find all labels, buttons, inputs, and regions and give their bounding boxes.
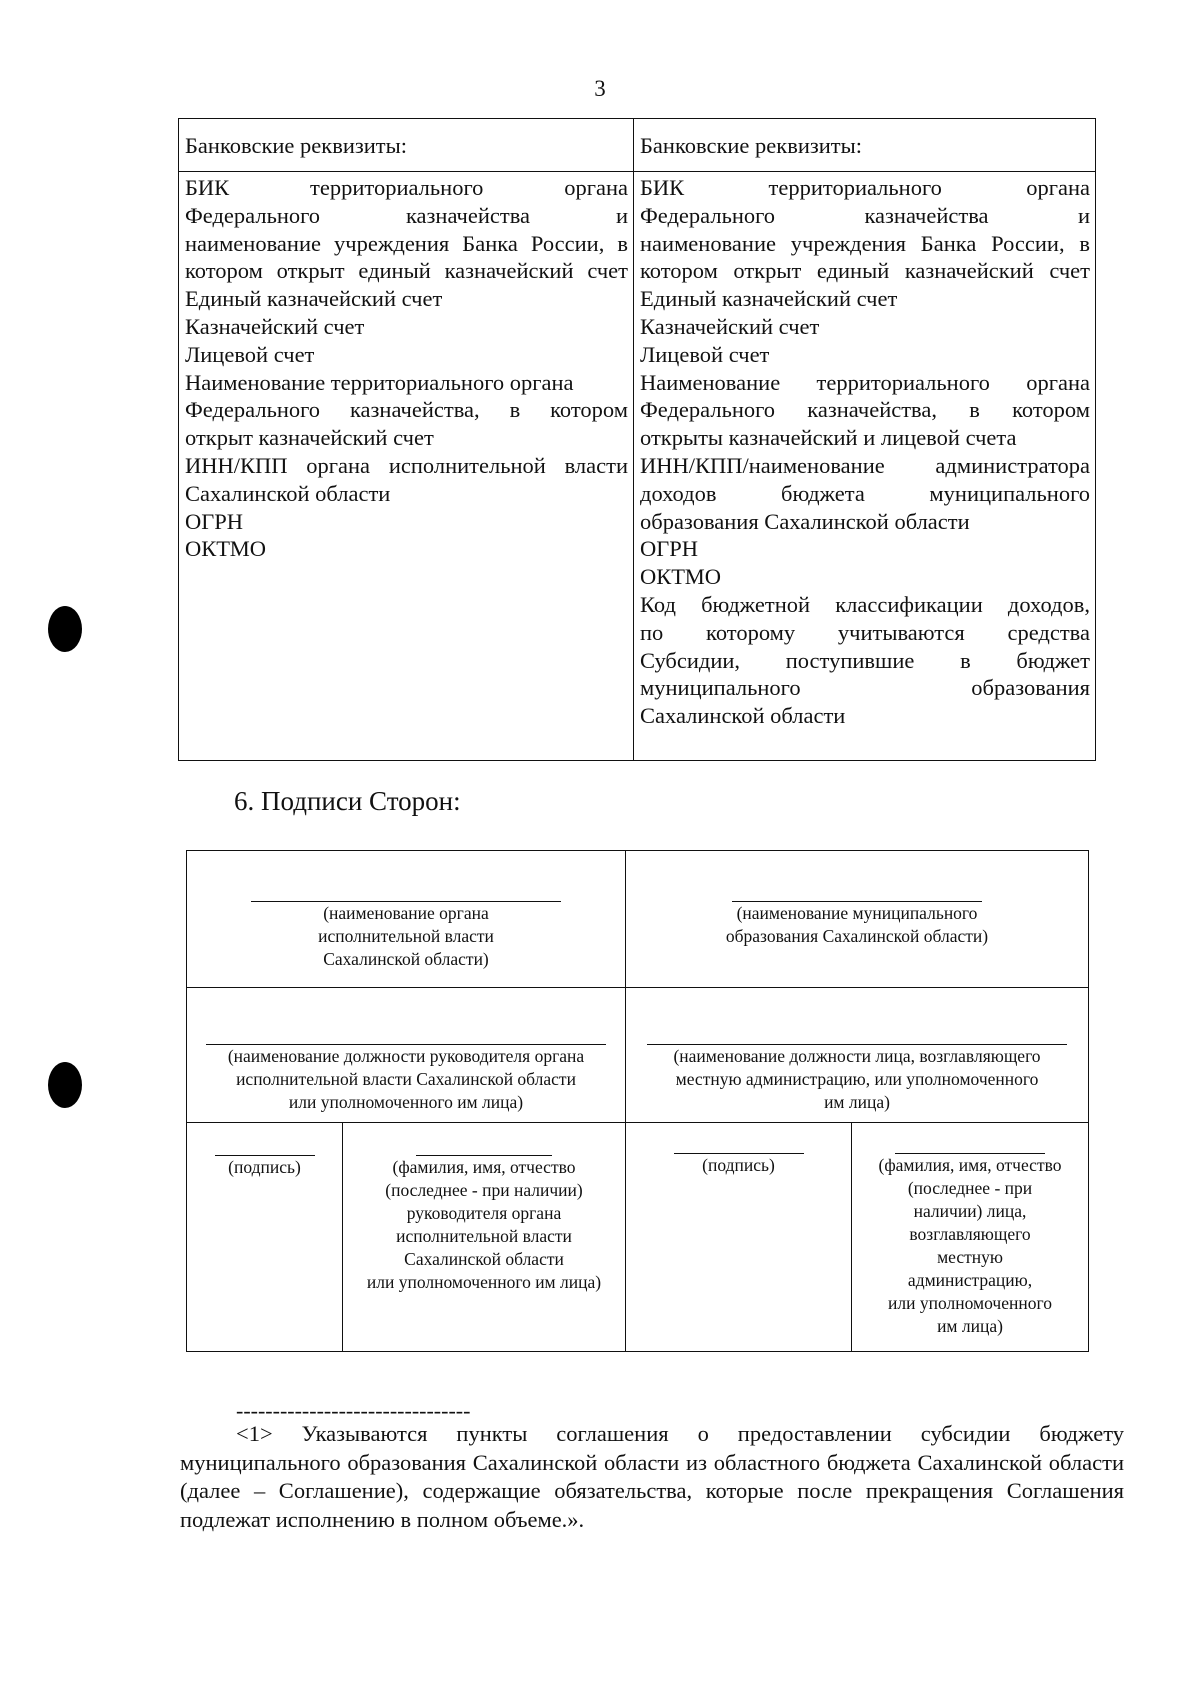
bank-details-table — [178, 118, 1096, 761]
caption-line: (наименование органа — [323, 903, 489, 923]
caption-line: (фамилия, имя, отчество — [878, 1155, 1062, 1175]
caption-line: или уполномоченного — [888, 1293, 1052, 1313]
bank-line: ИНН/КПП/наименование администратора — [640, 452, 1090, 478]
caption-line: им лица) — [937, 1316, 1003, 1336]
caption-line: исполнительной власти Сахалинской области — [236, 1069, 576, 1089]
caption-line: или уполномоченного им лица) — [366, 1272, 602, 1292]
bank-line: Лицевой счет — [640, 341, 770, 367]
punch-hole-mark — [48, 606, 82, 652]
caption-line: возглавляющего — [909, 1224, 1031, 1244]
position-left-cell — [187, 988, 626, 1123]
caption-line: (наименование должности лица, возглавляющего — [673, 1046, 1041, 1066]
bank-line: Федерального казначейства, в котором — [185, 397, 628, 423]
bank-details-left — [179, 172, 634, 761]
bank-line: Федерального казначейства и — [640, 202, 1090, 228]
caption-line: им лица) — [824, 1092, 890, 1112]
caption-line: администрацию, — [907, 1270, 1033, 1290]
footnote-text: <1> Указываются пункты соглашения о предоставлении субсидии бюджету муниципального образования Сахалинской области из областного бюджета Сахалинской области (далее – Соглашение), содержащие обязательства, которые после прекращения Соглашения подлежат исполнению в полном объеме.». — [180, 1421, 1124, 1532]
section-title: 6. Подписи Сторон: — [234, 786, 461, 816]
bank-line: муниципального образования — [640, 675, 1090, 701]
bank-line: Наименование территориального органа — [640, 369, 1090, 395]
bank-line: БИК территориального органа — [640, 175, 1090, 200]
caption-line: руководителя органа — [406, 1203, 562, 1223]
bank-line: Код бюджетной классификации доходов, — [640, 591, 1090, 617]
bank-line: Федерального казначейства и — [185, 202, 628, 228]
bank-line: Казначейский счет — [185, 313, 365, 339]
punch-hole-mark — [48, 1062, 82, 1108]
bank-header-right: Банковские реквизиты: — [634, 119, 1096, 172]
bank-line: Единый казначейский счет — [185, 286, 443, 312]
bank-line: открыт казначейский счет — [185, 425, 434, 451]
caption-line: Сахалинской области — [404, 1249, 564, 1269]
bank-line: Сахалинской области — [185, 480, 391, 506]
bank-line: Лицевой счет — [185, 341, 315, 367]
bank-line: наименование учреждения Банка России, в — [640, 230, 1090, 256]
caption-line: исполнительной власти — [396, 1226, 572, 1246]
bank-line: доходов бюджета муниципального — [640, 480, 1090, 506]
bank-line: ИНН/КПП органа исполнительной власти — [185, 452, 628, 478]
page-number: 3 — [594, 76, 606, 101]
bank-line: Единый казначейский счет — [640, 286, 898, 312]
bank-line: Казначейский счет — [640, 313, 820, 339]
bank-line: ОКТМО — [185, 536, 266, 562]
bank-line: котором открыт единый казначейский счет — [640, 258, 1090, 284]
bank-line: ОГРН — [185, 508, 244, 534]
bank-line: образования Сахалинской области — [640, 508, 970, 534]
caption-line: (наименование муниципального — [736, 903, 978, 923]
bank-line: Наименование территориального органа — [185, 369, 574, 395]
org-name-left-cell — [187, 851, 626, 988]
caption-line: (наименование должности руководителя органа — [227, 1046, 585, 1066]
caption-line: Сахалинской области) — [323, 949, 489, 969]
bank-line: по которому учитываются средства — [640, 619, 1090, 645]
caption-line: образования Сахалинской области) — [725, 926, 989, 946]
bank-line: открыты казначейский и лицевой счета — [640, 425, 1017, 451]
caption-line: (подпись) — [702, 1155, 775, 1175]
signatures-table — [186, 850, 1089, 1352]
fio-right-cell — [852, 1123, 1089, 1352]
position-right-cell — [626, 988, 1089, 1123]
bank-line: котором открыт единый казначейский счет — [185, 258, 628, 284]
caption-line: исполнительной власти — [318, 926, 494, 946]
caption-line: (подпись) — [228, 1157, 301, 1177]
footnote-separator: -------------------------------- — [236, 1398, 471, 1423]
bank-line: ОГРН — [640, 536, 699, 562]
caption-line: (фамилия, имя, отчество — [392, 1157, 576, 1177]
org-name-right-cell — [626, 851, 1089, 988]
bank-line: наименование учреждения Банка России, в — [185, 230, 628, 256]
caption-line: (последнее - при наличии) — [385, 1180, 583, 1200]
bank-line: ОКТМО — [640, 564, 721, 590]
bank-line: Субсидии, поступившие в бюджет — [640, 647, 1090, 673]
caption-line: местную — [937, 1247, 1003, 1267]
bank-line: БИК территориального органа — [185, 175, 628, 200]
signature-right-cell — [626, 1123, 852, 1352]
caption-line: (последнее - при — [907, 1178, 1033, 1198]
bank-details-right — [634, 172, 1096, 761]
bank-header-left: Банковские реквизиты: — [179, 119, 634, 172]
fio-left-cell — [343, 1123, 626, 1352]
signature-left-cell — [187, 1123, 343, 1352]
caption-line: наличии) лица, — [913, 1201, 1027, 1221]
bank-line: Сахалинской области — [640, 703, 846, 729]
caption-line: или уполномоченного им лица) — [288, 1092, 524, 1112]
bank-line: Федерального казначейства, в котором — [640, 397, 1090, 423]
caption-line: местную администрацию, или уполномоченного — [675, 1069, 1039, 1089]
